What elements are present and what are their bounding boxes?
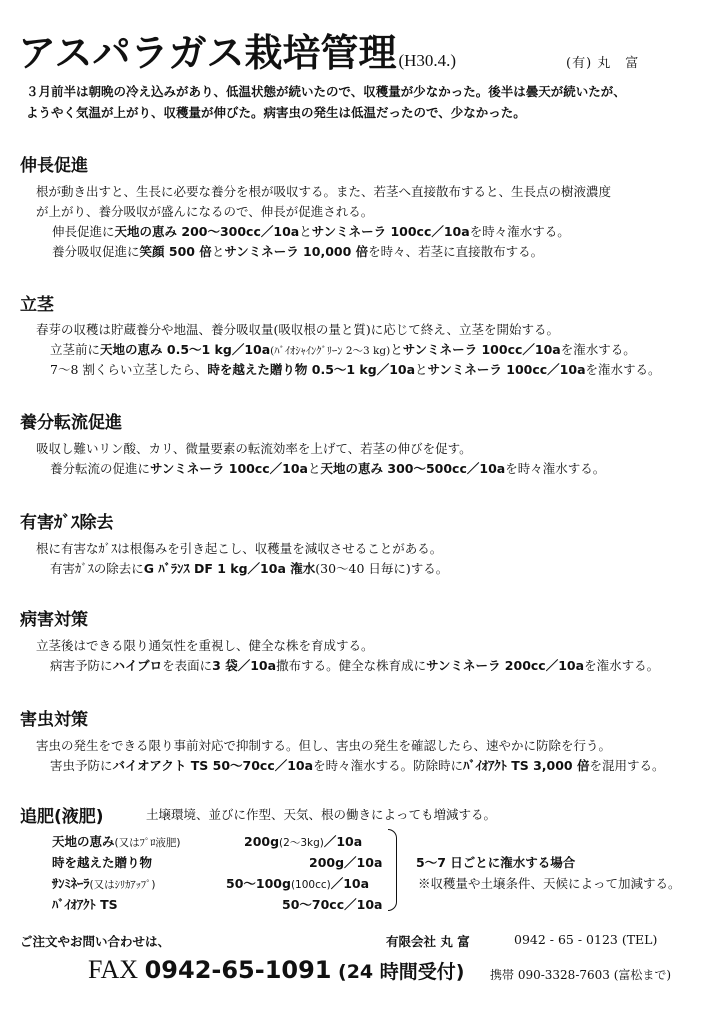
fax-number: 0942-65-1091 [144, 956, 332, 984]
footer-company: 有限会社 丸 富 [386, 934, 470, 949]
section-heading-fertilizer: 追肥(液肥) [20, 807, 104, 827]
product-sanminera: サンミネーラ 100cc／10a [150, 461, 308, 476]
product-sanminera: サンミネーラ 100cc／10a [402, 342, 561, 357]
mobile-number: 携帯 090-3328-7603 (富松まで) [490, 968, 672, 982]
growth-text-1: 根が動き出すと、生長に必要な養分を根が吸収する。また、若茎へ直接散布すると、生長点の樹液濃度 [36, 184, 612, 199]
fertilizer-note: 土壌環境、並びに作型、天気、根の働きによっても増減する。 [146, 807, 497, 822]
fert-row-1-name: 天地の恵み(又はﾌﾟﾛ液肥) [52, 834, 181, 849]
fert-row-4-name: ﾊﾞｲｵｱｸﾄ TS [52, 897, 118, 912]
fax-line [88, 955, 464, 985]
issue-date: (H30.4.) [398, 51, 457, 70]
fax-hours: (24 時間受付) [338, 961, 465, 983]
stalk-text-3: 7〜8 割くらい立茎したら、時を越えた贈り物 0.5〜1 kg／10aとサンミネーラ 100cc／10aを潅水する。 [50, 362, 661, 377]
pest-text-1: 害虫の発生をできる限り事前対応で抑制する。但し、害虫の発生を確認したら、速やかに防除を行う。 [36, 738, 612, 753]
product-bioact: ﾊﾞｲｵｱｸﾄ TS 3,000 倍 [463, 758, 590, 773]
product-sanminera: サンミネーラ 200cc／10a [426, 658, 585, 673]
growth-text-2: が上がり、養分吸収が盛んになるので、伸長が促進される。 [36, 204, 374, 219]
intro-line-1: ３月前半は朝晩の冷え込みがあり、低温状態が続いたので、収穫量が少なかった。後半は曇天が続いたが、 [26, 84, 626, 99]
product-tenchi: 天地の恵み 0.5〜1 kg／10a [100, 342, 271, 357]
stalk-text-1: 春芽の収穫は貯蔵養分や地温、養分吸収量(吸収根の量と質)に応じて終え、立茎を開始する。 [36, 322, 560, 337]
fert-row-3-name: ｻﾝﾐﾈｰﾗ(又はｼﾘｶｱｯﾌﾟ) [52, 876, 156, 891]
section-heading-disease: 病害対策 [20, 610, 88, 630]
fert-row-1-amount: 200g(2〜3kg)／10a [244, 834, 363, 849]
page-title [18, 22, 456, 77]
gas-text-2: 有害ｶﾞｽの除去にG ﾊﾞﾗﾝｽ DF 1 kg／10a 潅水(30〜40 日毎に)する。 [50, 561, 449, 576]
fert-row-4-amount: 50〜70cc／10a [282, 897, 383, 912]
section-heading-stalk: 立茎 [20, 295, 54, 315]
product-sanminera: サンミネーラ 100cc／10a [311, 224, 470, 239]
product-tenchi: 天地の恵み 300〜500cc／10a [320, 461, 506, 476]
disease-text-1: 立茎後はできる限り通気性を重視し、健全な株を育成する。 [36, 638, 374, 653]
fertilizer-bracket [388, 829, 397, 911]
transfer-text-1: 吸収し難いリン酸、カリ、微量要素の転流効率を上げて、若茎の伸びを促す。 [36, 441, 472, 456]
product-bioact: バイオアクト TS 50〜70cc／10a [112, 758, 314, 773]
product-gbalance: G ﾊﾞﾗﾝｽ DF 1 kg／10a 潅水 [143, 561, 316, 576]
fert-row-2-name: 時を越えた贈り物 [52, 855, 153, 870]
company-name-top: (有) 丸 富 [566, 56, 640, 71]
section-heading-transfer: 養分転流促進 [20, 413, 122, 433]
product-haiburo: ハイブロ [112, 658, 163, 673]
section-heading-pest: 害虫対策 [20, 710, 88, 730]
pest-text-2: 害虫予防にバイオアクト TS 50〜70cc／10aを時々潅水する。防除時にﾊﾞｲｵｱｸﾄ TS 3,000 倍を混用する。 [50, 758, 665, 773]
disease-text-2: 病害予防にハイブロを表面に3 袋／10a撒布する。健全な株育成にサンミネーラ 200cc／10aを潅水する。 [50, 658, 660, 673]
growth-text-3: 伸長促進に天地の恵み 200〜300cc／10aとサンミネーラ 100cc／10aを時々潅水する。 [52, 224, 570, 239]
product-egao: 笑顔 500 倍 [139, 244, 212, 259]
product-sanminera: サンミネーラ 10,000 倍 [224, 244, 369, 259]
fertilizer-remark: ※収穫量や土壌条件、天候によって加減する。 [418, 876, 681, 891]
product-tenchi: 天地の恵み 200〜300cc／10a [114, 224, 300, 239]
growth-text-4: 養分吸収促進に笑顔 500 倍とサンミネーラ 10,000 倍を時々、若茎に直接散布する。 [52, 244, 544, 259]
fertilizer-schedule: 5〜7 日ごとに潅水する場合 [416, 855, 576, 870]
product-tokiwokoeta: 時を越えた贈り物 0.5〜1 kg／10a [207, 362, 416, 377]
fert-row-3-amount: 50〜100g(100cc)／10a [226, 876, 370, 891]
transfer-text-2: 養分転流の促進にサンミネーラ 100cc／10aと天地の恵み 300〜500cc／10aを時々潅水する。 [50, 461, 606, 476]
inquiry-text: ご注文やお問い合わせは、 [20, 934, 171, 949]
section-heading-growth: 伸長促進 [20, 156, 88, 176]
fax-label: FAX [88, 955, 139, 984]
fert-row-2-amount: 200g／10a [309, 855, 383, 870]
footer-tel: 0942 ‐ 65 ‐ 0123 (TEL) [514, 932, 658, 947]
intro-line-2: ようやく気温が上がり、収穫量が伸びた。病害虫の発生は低温だったので、少なかった。 [26, 105, 526, 120]
stalk-text-2: 立茎前に天地の恵み 0.5〜1 kg／10a(ﾊﾞｲｵｼｬｲﾝｸﾞﾘｰﾝ 2〜3 kg)とサンミネーラ 100cc／10aを潅水する。 [50, 342, 636, 357]
gas-text-1: 根に有害なｶﾞｽは根傷みを引き起こし、収穫量を減収させることがある。 [36, 541, 443, 556]
title-text: アスパラガス栽培管理 [18, 31, 397, 75]
section-heading-gas: 有害ｶﾞｽ除去 [20, 513, 114, 533]
product-sanminera: サンミネーラ 100cc／10a [427, 362, 586, 377]
